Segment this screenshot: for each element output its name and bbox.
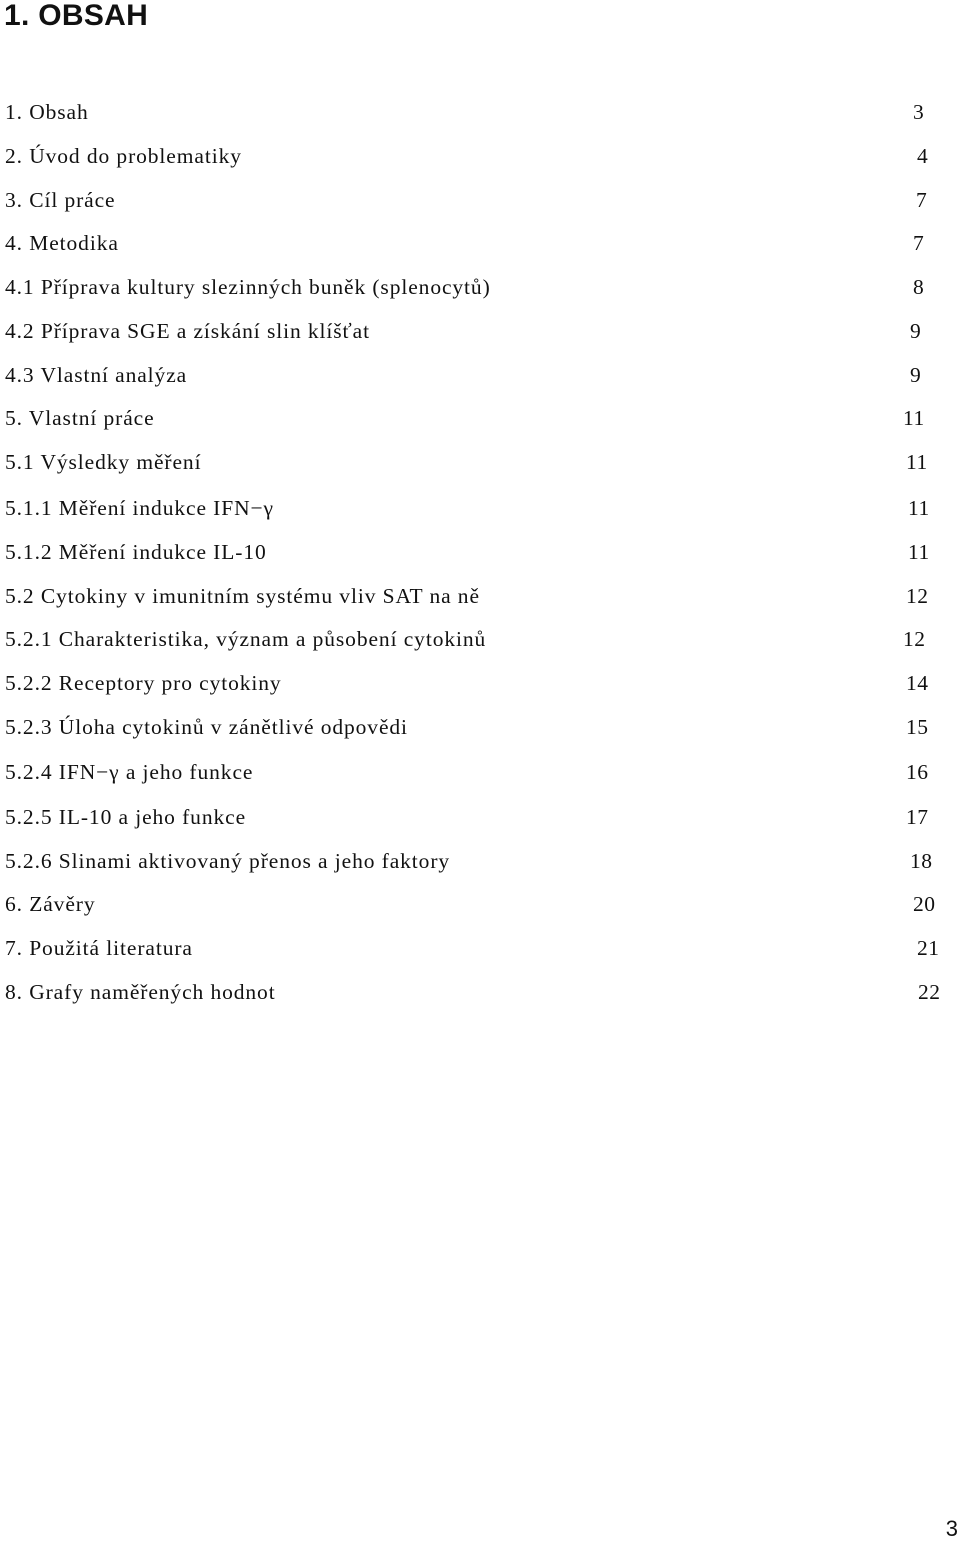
toc-entry-page: 20 [913,892,936,916]
toc-entry-title: 3. Cíl práce [5,188,116,212]
toc-entry[interactable] [0,316,960,346]
toc-entry-page: 15 [906,715,929,739]
toc-entry-title: 4.1 Příprava kultury slezinných buněk (splenocytů) [5,275,491,299]
toc-entry-page: 12 [903,627,926,651]
toc-entry-page: 17 [906,805,929,829]
toc-entry-title: 5.2.6 Slinami aktivovaný přenos a jeho faktory [5,849,451,873]
toc-entry[interactable] [0,360,960,390]
toc-entry-page: 14 [906,671,929,695]
toc-entry-page: 8 [913,275,925,299]
toc-entry[interactable] [0,802,960,832]
toc-entry-title: 4.2 Příprava SGE a získání slin klíšťat [5,319,370,343]
toc-entry[interactable] [0,846,960,876]
toc-entry[interactable] [0,581,960,611]
toc-entry[interactable] [0,757,960,787]
toc-entry[interactable] [0,889,960,919]
toc-entry[interactable] [0,403,960,433]
toc-entry[interactable] [0,185,960,215]
toc-entry-page: 11 [903,406,925,430]
toc-entry-page: 7 [913,231,925,255]
toc-entry-title: 6. Závěry [5,892,96,916]
toc-entry-page: 9 [910,363,922,387]
page-number: 3 [945,1516,958,1541]
toc-entry[interactable] [0,933,960,963]
toc-entry[interactable] [0,977,960,1007]
toc-entry[interactable] [0,141,960,171]
toc-entry-title: 5.2.5 IL-10 a jeho funkce [5,805,247,829]
toc-entry-page: 11 [908,540,930,564]
toc-entry-page: 16 [906,760,929,784]
toc-entry-page: 9 [910,319,922,343]
toc-entry-page: 21 [917,936,940,960]
toc-entry[interactable] [0,228,960,258]
toc-entry[interactable] [0,712,960,742]
toc-entry-title: 5.2.3 Úloha cytokinů v zánětlivé odpovědi [5,715,408,739]
toc-entry[interactable] [0,272,960,302]
toc-entry-page: 11 [906,450,928,474]
toc-entry-title: 5.1 Výsledky měření [5,450,202,474]
toc-entry-title: 5. Vlastní práce [5,406,155,430]
toc-entry-page: 18 [910,849,933,873]
toc-entry-title: 5.2.4 IFN−γ a jeho funkce [5,760,254,784]
toc-entry-title: 2. Úvod do problematiky [5,144,242,168]
toc-entry[interactable] [0,97,960,127]
toc-entry-title: 1. Obsah [5,100,89,124]
toc-entry[interactable] [0,624,960,654]
page-heading: 1. OBSAH [4,0,149,32]
toc-entry-title: 8. Grafy naměřených hodnot [5,980,276,1004]
toc-entry-title: 5.1.1 Měření indukce IFN−γ [5,496,274,520]
toc-entry-page: 22 [918,980,941,1004]
toc-entry-title: 5.2 Cytokiny v imunitním systému vliv SAT na ně [5,584,480,608]
toc-entry-page: 4 [917,144,929,168]
toc-entry-page: 3 [913,100,925,124]
toc-entry[interactable] [0,668,960,698]
toc-entry[interactable] [0,447,960,477]
toc-entry-page: 11 [908,496,930,520]
toc-entry-page: 7 [916,188,928,212]
toc-entry[interactable] [0,493,960,523]
toc-entry-title: 4. Metodika [5,231,119,255]
toc-entry[interactable] [0,537,960,567]
toc-entry-title: 5.1.2 Měření indukce IL-10 [5,540,267,564]
toc-entry-title: 5.2.1 Charakteristika, význam a působení cytokinů [5,627,487,651]
toc-entry-title: 5.2.2 Receptory pro cytokiny [5,671,282,695]
toc-entry-title: 4.3 Vlastní analýza [5,363,188,387]
toc-entry-page: 12 [906,584,929,608]
toc-entry-title: 7. Použitá literatura [5,936,193,960]
